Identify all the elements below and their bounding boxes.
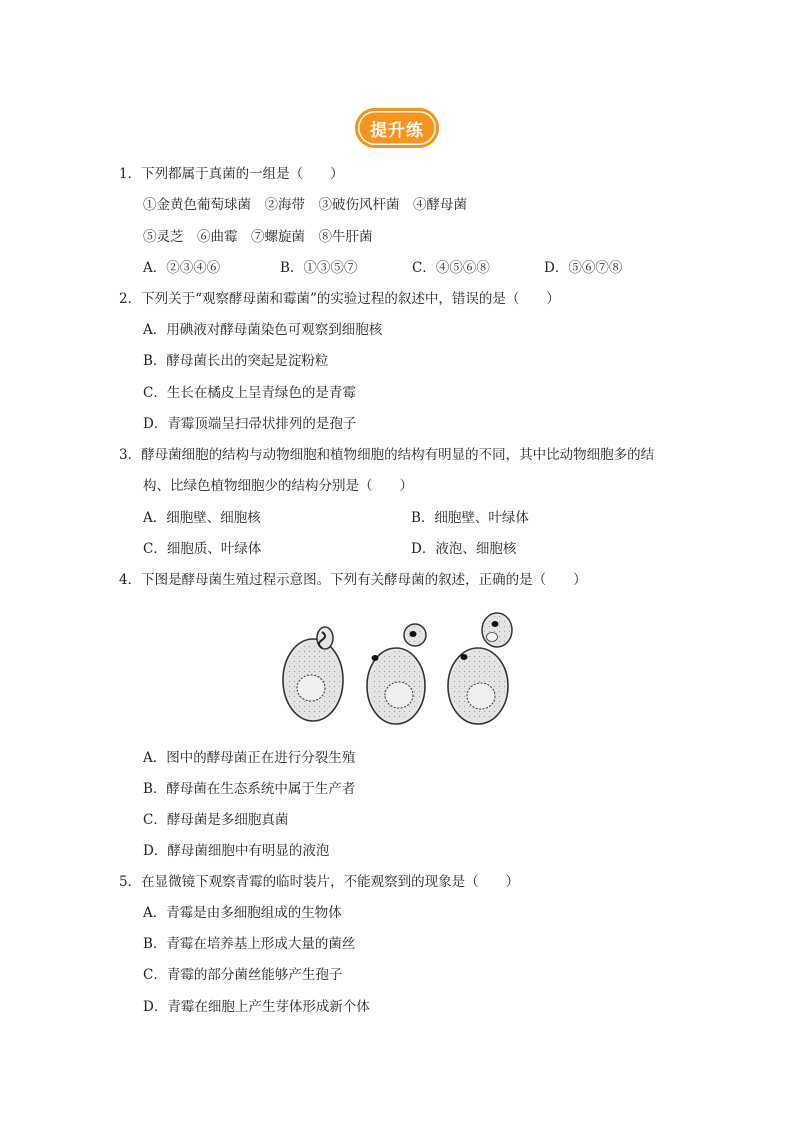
q1-items-line2: ⑤灵芝 ⑥曲霉 ⑦螺旋菌 ⑧牛肝菌 xyxy=(143,229,373,245)
q3-option-b[interactable]: B．细胞壁、叶绿体 xyxy=(411,510,529,526)
q1-option-a[interactable]: A．②③④⑥ xyxy=(143,260,221,276)
section-title: 提升练 xyxy=(370,120,424,141)
q1-stem: 1．下列都属于真菌的一组是（ ） xyxy=(119,166,344,182)
q1-option-b[interactable]: B．①③⑤⑦ xyxy=(280,260,358,276)
q4-stem: 4．下图是酵母菌生殖过程示意图。下列有关酵母菌的叙述，正确的是（ ） xyxy=(119,572,587,588)
q3-stem-line2: 构、比绿色植物细胞少的结构分别是（ ） xyxy=(143,478,413,494)
q5-option-c[interactable]: C．青霉的部分菌丝能够产生孢子 xyxy=(143,967,343,983)
yeast-cell-early-bud xyxy=(283,627,343,721)
yeast-cell-large-bud xyxy=(448,613,512,724)
q3-option-a[interactable]: A．细胞壁、细胞核 xyxy=(143,510,261,526)
section-title-badge xyxy=(355,108,439,148)
q5-stem: 5．在显微镜下观察青霉的临时装片，不能观察到的现象是（ ） xyxy=(119,874,520,890)
q4-option-c[interactable]: C．酵母菌是多细胞真菌 xyxy=(143,812,289,828)
q1-option-d[interactable]: D．⑤⑥⑦⑧ xyxy=(544,260,623,276)
q2-option-a[interactable]: A．用碘液对酵母菌染色可观察到细胞核 xyxy=(143,322,383,338)
q2-option-d[interactable]: D．青霉顶端呈扫帚状排列的是孢子 xyxy=(143,416,357,432)
yeast-budding-figure xyxy=(278,600,528,730)
q2-stem: 2．下列关于“观察酵母菌和霉菌”的实验过程的叙述中，错误的是（ ） xyxy=(119,291,560,307)
q3-option-d[interactable]: D．液泡、细胞核 xyxy=(411,541,517,557)
yeast-cell-small-bud xyxy=(367,624,426,724)
q5-option-d[interactable]: D．青霉在细胞上产生芽体形成新个体 xyxy=(143,999,370,1015)
q5-option-a[interactable]: A．青霉是由多细胞组成的生物体 xyxy=(143,905,342,921)
q3-option-c[interactable]: C．细胞质、叶绿体 xyxy=(143,541,262,557)
q4-option-b[interactable]: B．酵母菌在生态系统中属于生产者 xyxy=(143,781,356,797)
q2-option-b[interactable]: B．酵母菌长出的突起是淀粉粒 xyxy=(143,353,329,369)
q1-items-line1: ①金黄色葡萄球菌 ②海带 ③破伤风杆菌 ④酵母菌 xyxy=(143,197,467,213)
q5-option-b[interactable]: B．青霉在培养基上形成大量的菌丝 xyxy=(143,936,356,952)
q4-option-a[interactable]: A．图中的酵母菌正在进行分裂生殖 xyxy=(143,750,356,766)
q3-stem-line1: 3．酵母菌细胞的结构与动物细胞和植物细胞的结构有明显的不同，其中比动物细胞多的结 xyxy=(119,447,655,463)
q4-option-d[interactable]: D．酵母菌细胞中有明显的液泡 xyxy=(143,843,330,859)
q2-option-c[interactable]: C．生长在橘皮上呈青绿色的是青霉 xyxy=(143,385,356,401)
q1-option-c[interactable]: C．④⑤⑥⑧ xyxy=(412,260,490,276)
